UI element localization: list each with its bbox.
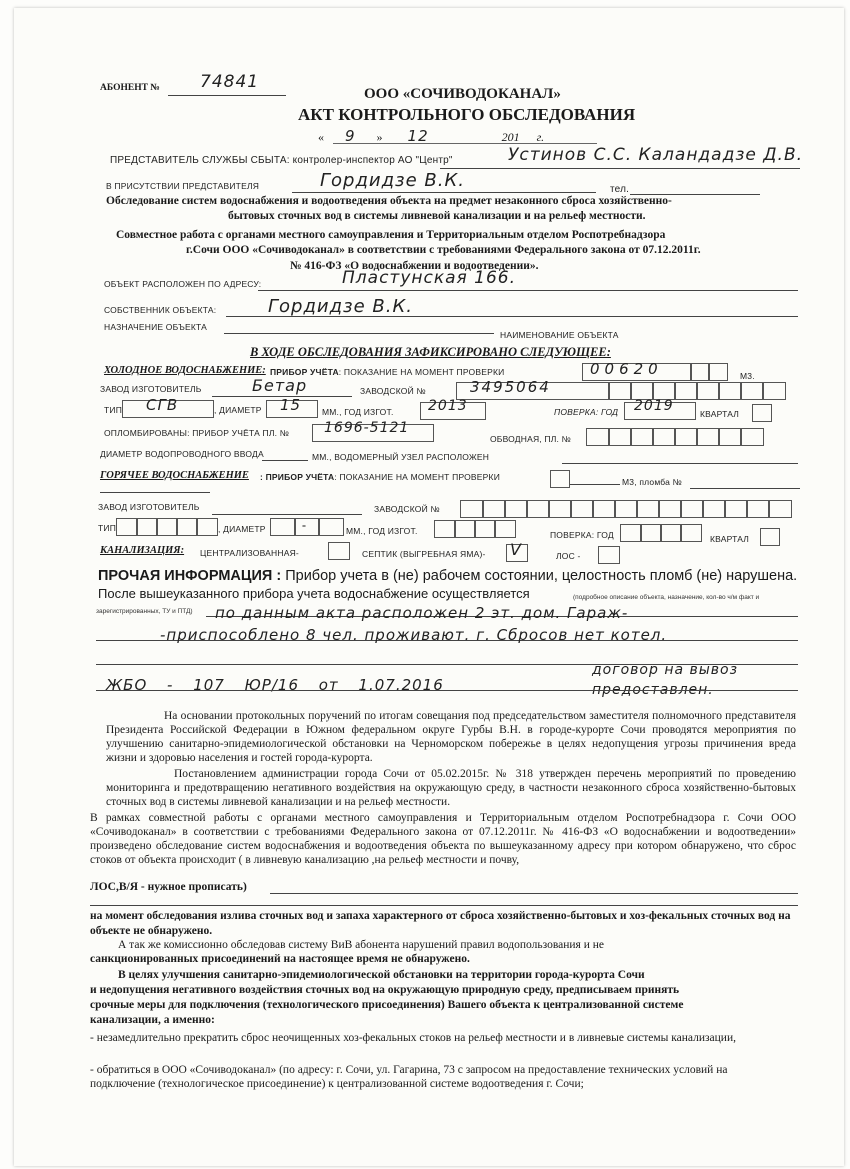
cold-serial-value: 3495064: [470, 378, 551, 396]
hot-meter: : ПРИБОР УЧЁТА: ПОКАЗАНИЕ НА МОМЕНТ ПРОВЕРКИ: [260, 472, 501, 482]
sewer-central-label: ЦЕНТРАЛИЗОВАННАЯ-: [200, 548, 299, 558]
cold-check-label: ПОВЕРКА: ГОД: [554, 407, 619, 417]
handwritten-note-2: -приспособлено 8 чел. проживают. г. Сбросов нет котел.: [160, 626, 668, 644]
cold-unit: М3.: [740, 371, 755, 381]
cold-serial-label: ЗАВОДСКОЙ №: [360, 386, 426, 396]
cold-maker-label: ЗАВОД ИЗГОТОВИТЕЛЬ: [100, 384, 202, 394]
prescription-b: и недопущения негативного воздействия сточных вод на окружающую природную среду, предписываем принять: [90, 984, 680, 996]
address-value: Пластунская 166.: [342, 268, 517, 288]
intro-line-3: Совместное работа с органами местного самоуправления и Территориальным отделом Роспотребнадзора: [116, 229, 666, 241]
handwritten-note-4: договор на вывоз: [592, 662, 739, 678]
cold-type-label: ТИП: [104, 405, 123, 415]
requirement-2: - обратиться в ООО «Сочиводоканал» (по адресу: г. Сочи, ул. Гагарина, 73 с запросом на предоставление технических условий на подключение (технологическое присоединение) к централизованной системе водоотведения г. Сочи;: [90, 1064, 728, 1090]
hot-heading: ГОРЯЧЕЕ ВОДОСНАБЖЕНИЕ: [100, 470, 249, 481]
hot-maker-label: ЗАВОД ИЗГОТОВИТЕЛЬ: [98, 502, 200, 512]
paragraph-2: Постановлением администрации города Сочи от 05.02.2015г. № 318 утвержден перечень мероприятий по проведению мониторинга и предотвращению негативного воздействия на окружающую среду, в частности незаконного сброса хозяйственно-бытовых сточных вод в системы ливневой канализации и на рельеф местности.: [106, 768, 796, 808]
object-name-label: НАИМЕНОВАНИЕ ОБЪЕКТА: [500, 330, 619, 340]
sewer-heading: КАНАЛИЗАЦИЯ:: [100, 545, 185, 556]
sewer-los-label: ЛОС -: [556, 551, 581, 561]
cold-quarter-label: КВАРТАЛ: [700, 409, 740, 419]
sewer-septic-label: СЕПТИК (ВЫГРЕБНАЯ ЯМА)-: [362, 549, 486, 559]
finding-no-discharge: на момент обследования излива сточных вод и запаха характерного от сброса хозяйственно-бытовых и хоз-фекальных сточных вод на объекте не обнаружено.: [90, 910, 791, 937]
paragraph-3-end: ЛОС,В/Я - нужное прописать): [90, 881, 247, 893]
intro-line-1: Обследование систем водоснабжения и водоотведения объекта на предмет незаконного сброса хозяйственно-: [106, 195, 672, 207]
requirement-1: - незамедлительно прекратить сброс неочищенных хоз-фекальных стоков на рельеф местности и в ливневые системы канализации,: [90, 1032, 736, 1044]
hot-diameter-value: -: [302, 518, 306, 532]
document-title: АКТ КОНТРОЛЬНОГО ОБСЛЕДОВАНИЯ: [298, 105, 636, 124]
intro-line-5: № 416-ФЗ «О водоснабжении и водоотведении».: [290, 260, 539, 272]
prescription-a: В целях улучшения санитарно-эпидемиологической обстановки на территории города-курорта Сочи: [118, 969, 645, 981]
other-info-line-1: ПРОЧАЯ ИНФОРМАЦИЯ : Прибор учета в (не) рабочем состоянии, целостность пломб (не) нарушена.: [98, 568, 798, 584]
other-info-line-2: После вышеуказанного прибора учета водоснабжение осуществляется: [98, 586, 530, 601]
intro-line-4: г.Сочи ООО «Сочиводоканал» в соответствии с требованиями Федерального закона от 07.12.2011г.: [186, 244, 701, 256]
finding-no-violations-b: санкционированных присоединений на настоящее время не обнаружено.: [90, 953, 470, 965]
cold-reading-value: 00620: [590, 360, 663, 378]
survey-heading: В ХОДЕ ОБСЛЕДОВАНИЯ ЗАФИКСИРОВАНО СЛЕДУЮЩЕЕ:: [250, 345, 611, 359]
abonent-label: АБОНЕНТ №: [100, 83, 160, 93]
hot-quarter-label: КВАРТАЛ: [710, 534, 750, 544]
owner-label: СОБСТВЕННИК ОБЪЕКТА:: [104, 305, 217, 315]
cold-pipe-unit: ММ., ВОДОМЕРНЫЙ УЗЕЛ РАСПОЛОЖЕН: [312, 452, 490, 462]
other-note-1: (подробное описание объекта, назначение, кол-во ч/м факт и: [573, 594, 760, 601]
hot-diameter-label: , ДИАМЕТР: [218, 524, 266, 534]
address-label: ОБЪЕКТ РАСПОЛОЖЕН ПО АДРЕСУ:: [104, 279, 262, 289]
cold-maker-value: Бетар: [252, 376, 308, 395]
intro-line-2: бытовых сточных вод в системы ливневой канализации и на рельеф местности.: [228, 210, 646, 222]
cold-seal-value: 1696-5121: [324, 420, 410, 436]
cold-year-value: 2013: [428, 398, 468, 414]
cold-heading: ХОЛОДНОЕ ВОДОСНАБЖЕНИЕ:: [104, 365, 266, 376]
handwritten-note-5: предоставлен.: [592, 682, 714, 698]
cold-diameter-label: , ДИАМЕТР: [214, 405, 262, 415]
cold-year-label: ММ., ГОД ИЗГОТ.: [322, 407, 394, 417]
hot-unit: М3, пломба №: [622, 477, 682, 487]
hot-check-label: ПОВЕРКА: ГОД: [550, 530, 614, 540]
purpose-label: НАЗНАЧЕНИЕ ОБЪЕКТА: [104, 322, 208, 332]
cold-meter: ПРИБОР УЧЁТА: ПОКАЗАНИЕ НА МОМЕНТ ПРОВЕРКИ: [270, 367, 505, 377]
act-date: « 9 » 12 201 г.: [318, 127, 545, 145]
finding-no-violations-a: А так же комиссионно обследовав систему ВиВ абонента нарушений правил водопользования и не: [118, 939, 604, 951]
cold-pipe-label: ДИАМЕТР ВОДОПРОВОДНОГО ВВОДА: [100, 449, 264, 459]
owner-value: Гордидзе В.К.: [268, 296, 413, 317]
paragraph-1: На основании протокольных поручений по итогам совещания под председательством заместителя полномочного представителя Президента Российской Федерации в Южном федеральном округе Гурбы В.Н. в городе-курорте Сочи проводятся мероприятия по улучшению санитарно-эпидемиологической обстановки на Черноморском побережье в целях недопущения угрозы причинения вреда жизни и здоровью населения и гостей города-курорта.: [106, 710, 796, 764]
representative-value: Устинов С.С. Каландадзе Д.В.: [508, 145, 804, 165]
tel-label: тел.: [610, 184, 630, 195]
presence-value: Гордидзе В.К.: [320, 170, 465, 191]
cold-diameter-value: 15: [280, 396, 302, 414]
other-note-2: зарегистрированных, ТУ и ПТД): [96, 608, 193, 615]
cold-type-value: СГВ: [146, 396, 179, 414]
prescription-d: канализации, а именно:: [90, 1014, 215, 1026]
presence-label: В ПРИСУТСТВИИ ПРЕДСТАВИТЕЛЯ: [106, 181, 260, 191]
cold-bypass-label: ОБВОДНАЯ, ПЛ. №: [490, 434, 571, 444]
org-name: ООО «СОЧИВОДОКАНАЛ»: [364, 86, 561, 102]
hot-type-label: ТИП: [98, 523, 117, 533]
hot-serial-label: ЗАВОДСКОЙ №: [374, 504, 440, 514]
hot-year-label: ММ., ГОД ИЗГОТ.: [346, 526, 418, 536]
paragraph-3: В рамках совместной работы с органами местного самоуправления и Территориальным отделом Роспотребнадзора г. Сочи ООО «Сочиводоканал» в соответствии с требованиями Федерального закона от 07.12.2011г. № 416-ФЗ «О водоснабжении и водоотведении» произведено обследование систем водоснабжения и водоотведения объекта по вышеуказанному адресу при котором обнаружено, что сброс стоков от объекта происходит ( в ливневую канализацию ,на рельеф местности и почву,: [90, 812, 796, 866]
cold-check-value: 2019: [634, 398, 674, 414]
representative-label: ПРЕДСТАВИТЕЛЬ СЛУЖБЫ СБЫТА: контролер-инспектор АО "Центр": [110, 155, 453, 166]
handwritten-note-3: ЖБО - 107 ЮР/16 от 1.07.2016: [106, 676, 444, 694]
handwritten-note-1: по данным акта расположен 2 эт. дом. Гараж-: [215, 604, 629, 622]
cold-seal-label: ОПЛОМБИРОВАНЫ: ПРИБОР УЧЁТА ПЛ. №: [104, 428, 290, 438]
sewer-septic-value: V: [510, 540, 522, 559]
abonent-value: 74841: [200, 72, 260, 92]
prescription-c: срочные меры для подключения (технологического присоединения) Вашего объекта к централизованной системе: [90, 999, 684, 1011]
